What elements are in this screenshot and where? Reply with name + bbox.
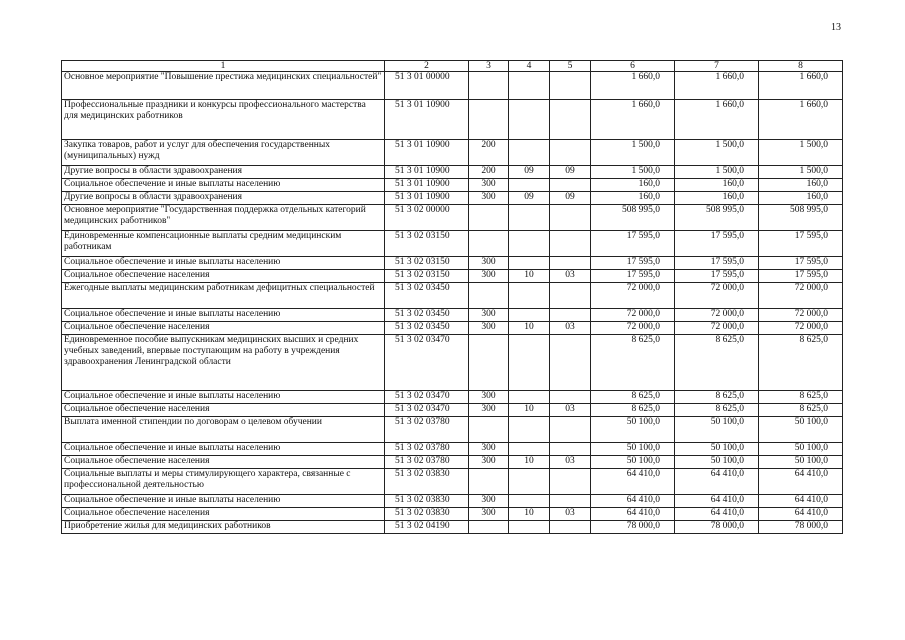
row-name: Социальное обеспечение и иные выплаты населению	[62, 495, 385, 508]
row-name: Социальное обеспечение населения	[62, 404, 385, 417]
budget-table	[61, 60, 843, 534]
amount-col-8: 17 595,0	[759, 270, 843, 283]
section: 10	[509, 508, 550, 521]
table-row	[62, 166, 843, 179]
amount-col-6: 64 410,0	[591, 469, 675, 495]
amount-col-8: 1 500,0	[759, 140, 843, 166]
row-name: Социальное обеспечение населения	[62, 322, 385, 335]
amount-col-8: 1 500,0	[759, 166, 843, 179]
budget-code: 51 3 02 03450	[385, 283, 469, 309]
amount-col-7: 17 595,0	[675, 231, 759, 257]
subsection: 09	[550, 166, 591, 179]
amount-col-8: 1 660,0	[759, 100, 843, 140]
row-name: Социальное обеспечение и иные выплаты населению	[62, 179, 385, 192]
amount-col-8: 72 000,0	[759, 322, 843, 335]
amount-col-7: 64 410,0	[675, 495, 759, 508]
subsection	[550, 257, 591, 270]
row-name: Выплата именной стипендии по договорам о целевом обучении	[62, 417, 385, 443]
amount-col-8: 50 100,0	[759, 456, 843, 469]
expense-type	[469, 231, 509, 257]
amount-col-6: 78 000,0	[591, 521, 675, 534]
row-name: Социальное обеспечение населения	[62, 270, 385, 283]
amount-col-6: 1 660,0	[591, 72, 675, 100]
row-name: Другие вопросы в области здравоохранения	[62, 166, 385, 179]
expense-type	[469, 72, 509, 100]
budget-code: 51 3 01 10900	[385, 140, 469, 166]
amount-col-7: 1 500,0	[675, 140, 759, 166]
amount-col-8: 17 595,0	[759, 257, 843, 270]
row-name: Закупка товаров, работ и услуг для обеспечения государственных (муниципальных) нужд	[62, 140, 385, 166]
row-name: Профессиональные праздники и конкурсы профессионального мастерства для медицинских работников	[62, 100, 385, 140]
expense-type: 200	[469, 140, 509, 166]
amount-col-7: 8 625,0	[675, 404, 759, 417]
section	[509, 100, 550, 140]
subsection	[550, 231, 591, 257]
amount-col-6: 50 100,0	[591, 417, 675, 443]
expense-type: 300	[469, 456, 509, 469]
amount-col-8: 8 625,0	[759, 335, 843, 391]
section	[509, 205, 550, 231]
table-row	[62, 443, 843, 456]
budget-code: 51 3 02 03150	[385, 231, 469, 257]
budget-code: 51 3 02 03780	[385, 417, 469, 443]
subsection	[550, 469, 591, 495]
section: 10	[509, 322, 550, 335]
amount-col-6: 1 500,0	[591, 140, 675, 166]
budget-code: 51 3 02 00000	[385, 205, 469, 231]
budget-code: 51 3 02 03470	[385, 391, 469, 404]
table-row	[62, 456, 843, 469]
row-name: Приобретение жилья для медицинских работников	[62, 521, 385, 534]
subsection: 03	[550, 508, 591, 521]
expense-type	[469, 335, 509, 391]
amount-col-7: 1 500,0	[675, 166, 759, 179]
table-row	[62, 192, 843, 205]
table-row	[62, 72, 843, 100]
table-row	[62, 322, 843, 335]
amount-col-7: 50 100,0	[675, 417, 759, 443]
budget-code: 51 3 02 04190	[385, 521, 469, 534]
expense-type	[469, 521, 509, 534]
amount-col-8: 64 410,0	[759, 508, 843, 521]
expense-type: 300	[469, 179, 509, 192]
row-name: Социальное обеспечение населения	[62, 456, 385, 469]
section	[509, 283, 550, 309]
amount-col-8: 50 100,0	[759, 443, 843, 456]
column-header: 3	[469, 61, 509, 72]
section	[509, 391, 550, 404]
section	[509, 335, 550, 391]
amount-col-7: 8 625,0	[675, 391, 759, 404]
subsection: 09	[550, 192, 591, 205]
row-name: Единовременное пособие выпускникам медицинских высших и средних учебных заведений, впервые поступающим на работу в учреждения здравоохранения Ленинградской области	[62, 335, 385, 391]
expense-type: 300	[469, 322, 509, 335]
budget-code: 51 3 02 03450	[385, 322, 469, 335]
amount-col-6: 8 625,0	[591, 404, 675, 417]
subsection	[550, 179, 591, 192]
amount-col-6: 8 625,0	[591, 391, 675, 404]
amount-col-8: 64 410,0	[759, 469, 843, 495]
row-name: Основное мероприятие "Повышение престижа медицинских специальностей"	[62, 72, 385, 100]
column-header: 1	[62, 61, 385, 72]
amount-col-6: 17 595,0	[591, 270, 675, 283]
expense-type: 300	[469, 309, 509, 322]
budget-code: 51 3 02 03830	[385, 469, 469, 495]
amount-col-8: 8 625,0	[759, 391, 843, 404]
table-row	[62, 309, 843, 322]
amount-col-6: 508 995,0	[591, 205, 675, 231]
row-name: Основное мероприятие "Государственная поддержка отдельных категорий медицинских работников"	[62, 205, 385, 231]
amount-col-8: 1 660,0	[759, 72, 843, 100]
amount-col-8: 72 000,0	[759, 309, 843, 322]
amount-col-6: 64 410,0	[591, 508, 675, 521]
expense-type: 300	[469, 257, 509, 270]
section	[509, 179, 550, 192]
amount-col-6: 160,0	[591, 179, 675, 192]
column-header: 6	[591, 61, 675, 72]
budget-code: 51 3 01 10900	[385, 179, 469, 192]
row-name: Социальное обеспечение и иные выплаты населению	[62, 391, 385, 404]
amount-col-7: 72 000,0	[675, 309, 759, 322]
section	[509, 469, 550, 495]
subsection: 03	[550, 456, 591, 469]
section	[509, 443, 550, 456]
expense-type: 300	[469, 443, 509, 456]
budget-code: 51 3 01 10900	[385, 166, 469, 179]
row-name: Ежегодные выплаты медицинским работникам дефицитных специальностей	[62, 283, 385, 309]
row-name: Другие вопросы в области здравоохранения	[62, 192, 385, 205]
section	[509, 231, 550, 257]
expense-type	[469, 469, 509, 495]
amount-col-8: 17 595,0	[759, 231, 843, 257]
amount-col-7: 160,0	[675, 179, 759, 192]
amount-col-7: 72 000,0	[675, 322, 759, 335]
expense-type: 300	[469, 391, 509, 404]
amount-col-6: 72 000,0	[591, 283, 675, 309]
amount-col-7: 1 660,0	[675, 72, 759, 100]
section	[509, 257, 550, 270]
column-header: 5	[550, 61, 591, 72]
subsection	[550, 283, 591, 309]
expense-type: 300	[469, 508, 509, 521]
row-name: Социальное обеспечение и иные выплаты населению	[62, 257, 385, 270]
budget-code: 51 3 02 03470	[385, 404, 469, 417]
amount-col-6: 8 625,0	[591, 335, 675, 391]
table-row	[62, 469, 843, 495]
amount-col-6: 72 000,0	[591, 309, 675, 322]
amount-col-8: 50 100,0	[759, 417, 843, 443]
section	[509, 495, 550, 508]
section: 10	[509, 404, 550, 417]
amount-col-8: 160,0	[759, 179, 843, 192]
amount-col-7: 508 995,0	[675, 205, 759, 231]
budget-code: 51 3 02 03150	[385, 257, 469, 270]
table-row	[62, 508, 843, 521]
amount-col-6: 50 100,0	[591, 456, 675, 469]
budget-code: 51 3 02 03450	[385, 309, 469, 322]
amount-col-7: 8 625,0	[675, 335, 759, 391]
amount-col-6: 72 000,0	[591, 322, 675, 335]
row-name: Единовременные компенсационные выплаты средним медицинским работникам	[62, 231, 385, 257]
expense-type: 300	[469, 192, 509, 205]
amount-col-7: 17 595,0	[675, 257, 759, 270]
table-row	[62, 283, 843, 309]
budget-code: 51 3 02 03150	[385, 270, 469, 283]
amount-col-6: 17 595,0	[591, 231, 675, 257]
budget-code: 51 3 01 10900	[385, 100, 469, 140]
table-row	[62, 404, 843, 417]
table-row	[62, 100, 843, 140]
subsection	[550, 72, 591, 100]
subsection	[550, 100, 591, 140]
budget-code: 51 3 02 03470	[385, 335, 469, 391]
subsection: 03	[550, 322, 591, 335]
row-name: Социальные выплаты и меры стимулирующего характера, связанные с профессиональной деятельностью	[62, 469, 385, 495]
table-row	[62, 391, 843, 404]
column-header: 2	[385, 61, 469, 72]
amount-col-6: 1 660,0	[591, 100, 675, 140]
amount-col-7: 50 100,0	[675, 443, 759, 456]
header-row	[62, 61, 843, 72]
section	[509, 309, 550, 322]
section	[509, 521, 550, 534]
table-row	[62, 140, 843, 166]
row-name: Социальное обеспечение и иные выплаты населению	[62, 309, 385, 322]
budget-code: 51 3 01 00000	[385, 72, 469, 100]
budget-code: 51 3 02 03780	[385, 443, 469, 456]
table-row	[62, 495, 843, 508]
subsection	[550, 391, 591, 404]
amount-col-7: 78 000,0	[675, 521, 759, 534]
amount-col-8: 72 000,0	[759, 283, 843, 309]
amount-col-6: 17 595,0	[591, 257, 675, 270]
section: 10	[509, 270, 550, 283]
amount-col-7: 64 410,0	[675, 508, 759, 521]
expense-type	[469, 100, 509, 140]
budget-code: 51 3 02 03830	[385, 495, 469, 508]
section: 10	[509, 456, 550, 469]
budget-code: 51 3 02 03830	[385, 508, 469, 521]
amount-col-6: 1 500,0	[591, 166, 675, 179]
section: 09	[509, 192, 550, 205]
subsection	[550, 205, 591, 231]
amount-col-6: 160,0	[591, 192, 675, 205]
subsection: 03	[550, 404, 591, 417]
subsection	[550, 417, 591, 443]
table-row	[62, 521, 843, 534]
table-row	[62, 335, 843, 391]
amount-col-8: 508 995,0	[759, 205, 843, 231]
table-row	[62, 231, 843, 257]
expense-type	[469, 205, 509, 231]
column-header: 8	[759, 61, 843, 72]
subsection	[550, 140, 591, 166]
column-header: 7	[675, 61, 759, 72]
amount-col-7: 64 410,0	[675, 469, 759, 495]
amount-col-6: 50 100,0	[591, 443, 675, 456]
amount-col-8: 64 410,0	[759, 495, 843, 508]
subsection	[550, 335, 591, 391]
subsection: 03	[550, 270, 591, 283]
amount-col-6: 64 410,0	[591, 495, 675, 508]
amount-col-7: 50 100,0	[675, 456, 759, 469]
amount-col-7: 17 595,0	[675, 270, 759, 283]
budget-code: 51 3 02 03780	[385, 456, 469, 469]
subsection	[550, 309, 591, 322]
amount-col-8: 160,0	[759, 192, 843, 205]
subsection	[550, 443, 591, 456]
page-number: 13	[831, 22, 841, 33]
row-name: Социальное обеспечение населения	[62, 508, 385, 521]
table-row	[62, 417, 843, 443]
column-header: 4	[509, 61, 550, 72]
section	[509, 72, 550, 100]
subsection	[550, 495, 591, 508]
row-name: Социальное обеспечение и иные выплаты населению	[62, 443, 385, 456]
expense-type: 200	[469, 166, 509, 179]
expense-type: 300	[469, 495, 509, 508]
expense-type: 300	[469, 270, 509, 283]
table-row	[62, 257, 843, 270]
table-row	[62, 179, 843, 192]
section: 09	[509, 166, 550, 179]
budget-code: 51 3 01 10900	[385, 192, 469, 205]
section	[509, 417, 550, 443]
amount-col-8: 78 000,0	[759, 521, 843, 534]
amount-col-7: 1 660,0	[675, 100, 759, 140]
amount-col-8: 8 625,0	[759, 404, 843, 417]
expense-type	[469, 283, 509, 309]
amount-col-7: 72 000,0	[675, 283, 759, 309]
expense-type: 300	[469, 404, 509, 417]
amount-col-7: 160,0	[675, 192, 759, 205]
table-row	[62, 270, 843, 283]
table-row	[62, 205, 843, 231]
section	[509, 140, 550, 166]
subsection	[550, 521, 591, 534]
expense-type	[469, 417, 509, 443]
